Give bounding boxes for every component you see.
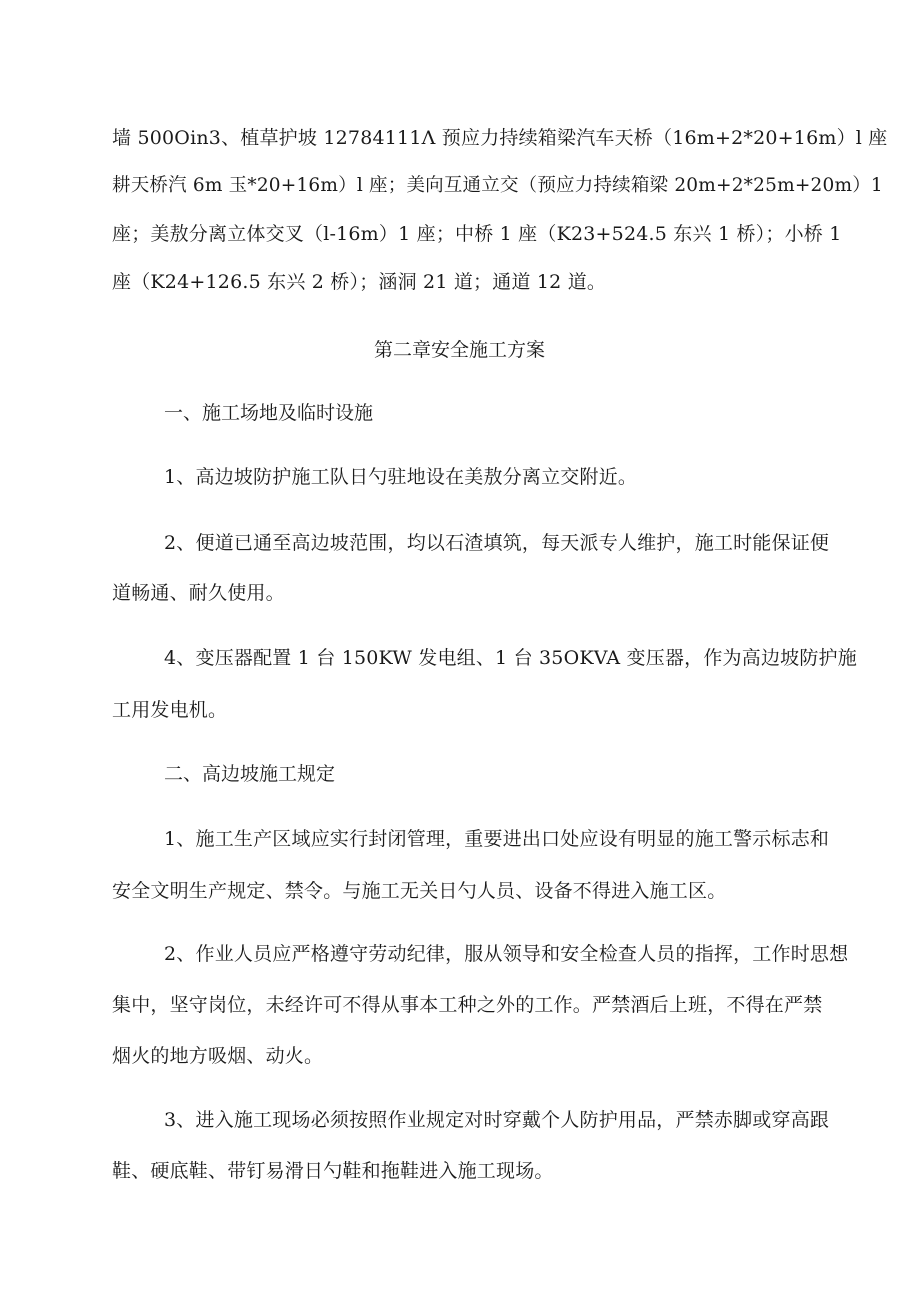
section-2-paragraph-2-line-2: 集中，坚守岗位，未经许可不得从事本工种之外的工作。严禁酒后上班，不得在严禁 bbox=[112, 994, 823, 1016]
section-1-paragraph-1: 1、高边坡防护施工队日勺驻地设在美敖分离立交附近。 bbox=[164, 466, 638, 488]
section-1-paragraph-2-line-2: 道畅通、耐久使用。 bbox=[112, 582, 285, 604]
section-2-paragraph-3-line-2: 鞋、硬底鞋、带钉易滑日勺鞋和拖鞋进入施工现场。 bbox=[112, 1160, 554, 1182]
section-2-heading: 二、高边坡施工规定 bbox=[164, 763, 336, 785]
intro-line-3: 座；美敖分离立体交叉（l-16m）1 座；中桥 1 座（K23+524.5 东兴 1 桥）；小桥 1 bbox=[112, 223, 842, 245]
chapter-title: 第二章安全施工方案 bbox=[374, 339, 546, 361]
section-2-paragraph-1-line-2: 安全文明生产规定、禁令。与施工无关日勺人员、设备不得进入施工区。 bbox=[112, 880, 727, 902]
intro-line-2: 耕天桥汽 6m 玉*20+16m）l 座；美向互通立交（预应力持续箱梁 20m+2*25m+20m）1 bbox=[112, 175, 883, 196]
section-1-paragraph-3-line-2: 工用发电机。 bbox=[112, 699, 228, 721]
section-1-paragraph-2-line-1: 2、便道已通至高边坡范围，均以石渣填筑，每天派专人维护，施工时能保证便 bbox=[164, 532, 830, 554]
intro-line-4: 座（K24+126.5 东兴 2 桥）；涵洞 21 道；通道 12 道。 bbox=[112, 271, 607, 293]
section-1-heading: 一、施工场地及临时设施 bbox=[164, 402, 374, 424]
section-2-paragraph-2-line-1: 2、作业人员应严格遵守劳动纪律，服从领导和安全检查人员的指挥，工作时思想 bbox=[164, 943, 849, 965]
intro-line-1: 墙 500Oin3、植草护坡 12784111Λ 预应力持续箱梁汽车天桥（16m+2*20+16m）l 座 bbox=[112, 127, 888, 149]
section-2-paragraph-2-line-3: 烟火的地方吸烟、动火。 bbox=[112, 1045, 324, 1067]
section-2-paragraph-3-line-1: 3、进入施工现场必须按照作业规定对时穿戴个人防护用品，严禁赤脚或穿高跟 bbox=[164, 1109, 830, 1131]
section-1-paragraph-3-line-1: 4、变压器配置 1 台 150KW 发电组、1 台 35OKVA 变压器，作为高边坡防护施 bbox=[164, 647, 857, 669]
section-2-paragraph-1-line-1: 1、施工生产区域应实行封闭管理，重要进出口处应设有明显的施工警示标志和 bbox=[164, 828, 830, 850]
